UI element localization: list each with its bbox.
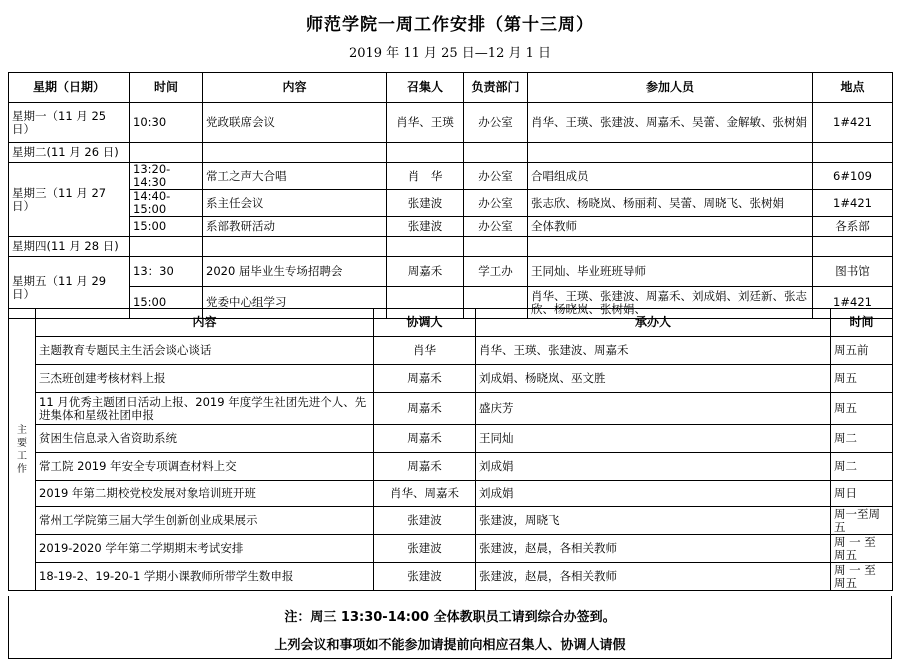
table-row	[9, 365, 893, 393]
participants-cell: 肖华、王瑛、张建波、周嘉禾、刘成娟、刘廷新、张志欣、杨晓岚、张树娟、	[528, 287, 813, 319]
table-row	[9, 257, 893, 287]
time-cell: 10:30	[130, 103, 203, 143]
empty-cell	[528, 237, 813, 257]
table-row	[9, 237, 893, 257]
day-cell: 星期一（11 月 25 日）	[9, 103, 130, 143]
empty-cell	[813, 143, 893, 163]
day-cell: 星期三（11 月 27 日）	[9, 163, 130, 237]
table-row	[9, 453, 893, 481]
location-cell: 6#109	[813, 163, 893, 190]
header-dept: 负责部门	[464, 73, 528, 103]
table-row	[9, 337, 893, 365]
participants-cell: 全体教师	[528, 217, 813, 237]
main-work-side-label: 主 要 工 作	[9, 309, 36, 591]
empty-cell	[528, 143, 813, 163]
header-participants: 参加人员	[528, 73, 813, 103]
time-cell: 15:00	[130, 217, 203, 237]
header-task-content: 内容	[36, 309, 374, 337]
table-row	[9, 507, 893, 535]
task-organizer: 肖华、王瑛、张建波、周嘉禾	[476, 337, 831, 365]
table-row	[9, 217, 893, 237]
table-row	[9, 393, 893, 425]
header-content: 内容	[203, 73, 387, 103]
convener-cell: 肖华、王瑛	[387, 103, 464, 143]
task-time: 周一至周五	[831, 507, 893, 535]
task-time: 周日	[831, 481, 893, 507]
task-content: 2019-2020 学年第二学期期末考试安排	[36, 535, 374, 563]
task-content: 常州工学院第三届大学生创新创业成果展示	[36, 507, 374, 535]
task-organizer: 张建波，赵晨，各相关教师	[476, 563, 831, 591]
header-organizer: 承办人	[476, 309, 831, 337]
task-content: 三杰班创建考核材料上报	[36, 365, 374, 393]
content-cell: 常工之声大合唱	[203, 163, 387, 190]
table-row	[9, 535, 893, 563]
task-time: 周五	[831, 365, 893, 393]
schedule-header-row	[9, 73, 893, 103]
time-cell: 13:20-14:30	[130, 163, 203, 190]
participants-cell: 张志欣、杨晓岚、杨丽莉、吴蕾、周晓飞、张树娟	[528, 190, 813, 217]
day-cell: 星期二(11 月 26 日)	[9, 143, 130, 163]
task-organizer: 盛庆芳	[476, 393, 831, 425]
header-time: 时间	[130, 73, 203, 103]
task-coordinator: 张建波	[374, 535, 476, 563]
convener-cell: 张建波	[387, 217, 464, 237]
time-cell: 13：30	[130, 257, 203, 287]
weekly-schedule-table	[8, 72, 893, 319]
empty-cell	[203, 143, 387, 163]
empty-cell	[387, 143, 464, 163]
header-coordinator: 协调人	[374, 309, 476, 337]
task-content: 2019 年第二期校党校发展对象培训班开班	[36, 481, 374, 507]
convener-cell: 肖 华	[387, 163, 464, 190]
location-cell: 1#421	[813, 103, 893, 143]
note-sign-in: 注：周三 13:30-14:00 全体教职员工请到综合办签到。	[284, 610, 616, 625]
task-coordinator: 张建波	[374, 563, 476, 591]
task-coordinator: 周嘉禾	[374, 453, 476, 481]
task-time: 周二	[831, 425, 893, 453]
table-row	[9, 163, 893, 190]
main-tasks-table	[8, 308, 893, 591]
convener-cell: 张建波	[387, 190, 464, 217]
task-content: 主题教育专题民主生活会谈心谈话	[36, 337, 374, 365]
header-location: 地点	[813, 73, 893, 103]
empty-cell	[130, 143, 203, 163]
participants-cell: 合唱组成员	[528, 163, 813, 190]
dept-cell: 学工办	[464, 257, 528, 287]
task-organizer: 张建波，周晓飞	[476, 507, 831, 535]
task-coordinator: 周嘉禾	[374, 425, 476, 453]
notes-box	[8, 596, 892, 659]
table-row	[9, 103, 893, 143]
note-leave-request: 上列会议和事项如不能参加请提前向相应召集人、协调人请假	[274, 638, 626, 653]
location-cell: 1#421	[813, 190, 893, 217]
task-organizer: 王同灿	[476, 425, 831, 453]
header-day: 星期（日期）	[9, 73, 130, 103]
dept-cell: 办公室	[464, 163, 528, 190]
content-cell: 2020 届毕业生专场招聘会	[203, 257, 387, 287]
content-cell: 系主任会议	[203, 190, 387, 217]
task-content: 常工院 2019 年安全专项调查材料上交	[36, 453, 374, 481]
empty-cell	[813, 237, 893, 257]
task-time: 周 一 至 周五	[831, 563, 893, 591]
empty-cell	[464, 143, 528, 163]
empty-cell	[203, 237, 387, 257]
time-cell: 15:00	[130, 287, 203, 319]
task-content: 贫困生信息录入省资助系统	[36, 425, 374, 453]
dept-cell: 办公室	[464, 103, 528, 143]
empty-cell	[464, 237, 528, 257]
task-coordinator: 肖华、周嘉禾	[374, 481, 476, 507]
time-cell: 14:40-15:00	[130, 190, 203, 217]
dept-cell: 办公室	[464, 190, 528, 217]
empty-cell	[130, 237, 203, 257]
task-time: 周二	[831, 453, 893, 481]
page-title: 师范学院一周工作安排（第十三周）	[306, 15, 594, 35]
header-convener: 召集人	[387, 73, 464, 103]
location-cell: 图书馆	[813, 257, 893, 287]
task-organizer: 刘成娟	[476, 481, 831, 507]
table-row	[9, 143, 893, 163]
tasks-header-row	[9, 309, 893, 337]
dept-cell: 办公室	[464, 217, 528, 237]
task-coordinator: 肖华	[374, 337, 476, 365]
empty-cell	[387, 237, 464, 257]
task-time: 周五	[831, 393, 893, 425]
table-row	[9, 190, 893, 217]
participants-cell: 肖华、王瑛、张建波、周嘉禾、吴蕾、金解敏、张树娟	[528, 103, 813, 143]
task-content: 18-19-2、19-20-1 学期小课教师所带学生数申报	[36, 563, 374, 591]
content-cell: 党政联席会议	[203, 103, 387, 143]
task-organizer: 刘成娟	[476, 453, 831, 481]
header-task-time: 时间	[831, 309, 893, 337]
day-cell: 星期五（11 月 29 日）	[9, 257, 130, 319]
task-organizer: 张建波，赵晨，各相关教师	[476, 535, 831, 563]
table-row	[9, 563, 893, 591]
convener-cell: 周嘉禾	[387, 257, 464, 287]
content-cell: 党委中心组学习	[203, 287, 387, 319]
table-row	[9, 425, 893, 453]
date-range: 2019 年 11 月 25 日—12 月 1 日	[348, 46, 552, 61]
day-cell: 星期四(11 月 28 日)	[9, 237, 130, 257]
table-row	[9, 481, 893, 507]
task-coordinator: 周嘉禾	[374, 393, 476, 425]
task-time: 周五前	[831, 337, 893, 365]
task-coordinator: 张建波	[374, 507, 476, 535]
participants-cell: 王同灿、毕业班班导师	[528, 257, 813, 287]
task-time: 周 一 至 周五	[831, 535, 893, 563]
task-content: 11 月优秀主题团日活动上报、2019 年度学生社团先进个人、先进集体和星级社团申报	[36, 393, 374, 425]
location-cell: 1#421	[813, 287, 893, 319]
location-cell: 各系部	[813, 217, 893, 237]
task-organizer: 刘成娟、杨晓岚、巫文胜	[476, 365, 831, 393]
task-coordinator: 周嘉禾	[374, 365, 476, 393]
content-cell: 系部教研活动	[203, 217, 387, 237]
